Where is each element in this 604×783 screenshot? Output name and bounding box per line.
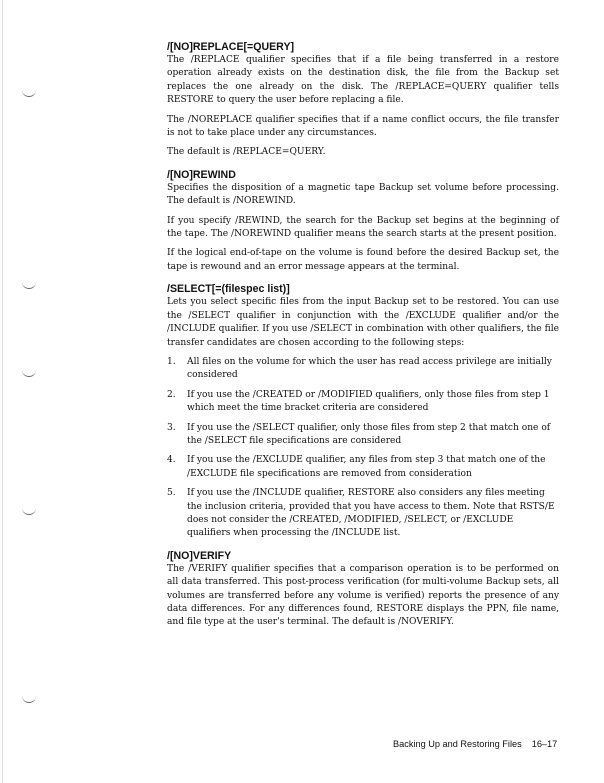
page-number: 16–17 (531, 739, 558, 749)
step-text: If you use the /INCLUDE qualifier, RESTORE also considers any files meeting the inclusion criteria, provided that you have access to them. Note that RSTS/E does not consider the /CREATED, /MODIFIED, /SELECT, or /EXCLUDE qualifiers when processing the /INCLUDE list. (187, 488, 555, 539)
section-verify (167, 550, 559, 630)
paragraph: The /REPLACE qualifier specifies that if a file being transferred in a restore operation already exists on the destination disk, the file from the Backup set replaces the one already on the disk. The /REPLACE=QUERY qualifier tells RESTORE to query the user before replacing a file. (167, 55, 559, 106)
step-list (167, 356, 559, 541)
step-text: If you use the /SELECT qualifier, only those files from step 2 that match one of the /SELECT file specifications are considered (187, 422, 551, 446)
qualifier-heading: /[NO]VERIFY (167, 549, 232, 562)
qualifier-heading: /[NO]REPLACE[=QUERY] (167, 41, 295, 53)
paragraph: If the logical end-of-tape on the volume is found before the desired Backup set, the tape is rewound and an error message appears at the terminal. (167, 248, 559, 272)
step-text: All files on the volume for which the user has read access privilege are initially considered (187, 356, 552, 381)
paragraph: The /VERIFY qualifier specifies that a comparison operation is to be performed on all data transferred. This post-process verification (for multi-volume Backup sets, all volumes are transferred before any volume is verified) reports the presence of any data differences. For any differences found, RESTORE displays the PPN, file name, and file type at the user's terminal. The default is /NOVERIFY. (167, 563, 559, 628)
list-item (167, 356, 559, 383)
footer-title: Backing Up and Restoring Files (393, 739, 522, 749)
section-rewind (167, 169, 559, 274)
list-item (167, 487, 559, 541)
section-replace (167, 41, 559, 160)
binder-mark (22, 368, 36, 377)
step-number: 5. (167, 488, 176, 499)
paragraph: Specifies the disposition of a magnetic tape Backup set volume before processing. The default is /NOREWIND. (167, 182, 559, 207)
paragraph: If you specify /REWIND, the search for the Backup set begins at the beginning of the tape. The /NOREWIND qualifier means the search starts at the present position. (167, 215, 559, 240)
list-item (167, 389, 559, 416)
list-item (167, 454, 559, 481)
binder-mark (22, 280, 36, 289)
binder-mark (22, 88, 36, 97)
qualifier-heading: /[NO]REWIND (167, 168, 236, 181)
step-text: If you use the /EXCLUDE qualifier, any files from step 3 that match one of the /EXCLUDE file specifications are removed from consideration (187, 455, 546, 479)
step-number: 1. (167, 356, 176, 367)
page-edge (2, 0, 3, 783)
paragraph: The /NOREPLACE qualifier specifies that if a name conflict occurs, the file transfer is not to take place under any circumstances. (167, 114, 559, 139)
page-footer (393, 739, 557, 749)
step-number: 3. (167, 422, 176, 433)
binder-mark (22, 506, 36, 515)
step-text: If you use the /CREATED or /MODIFIED qualifiers, only those files from step 1 which meet the time bracket criteria are considered (187, 389, 550, 414)
document-body (167, 41, 559, 639)
binder-mark (22, 694, 36, 703)
qualifier-heading: /SELECT[=(filespec list)] (167, 283, 290, 296)
section-select (167, 283, 559, 541)
list-item (167, 422, 559, 449)
paragraph: The default is /REPLACE=QUERY. (167, 147, 326, 158)
step-number: 2. (167, 389, 176, 400)
paragraph: Lets you select specific files from the input Backup set to be restored. You can use the /SELECT qualifier in conjunction with the /EXCLUDE qualifier and/or the /INCLUDE qualifier. If you use /SELECT in combination with other qualifiers, the file transfer candidates are chosen according to the following steps: (167, 297, 559, 348)
step-number: 4. (167, 455, 176, 466)
